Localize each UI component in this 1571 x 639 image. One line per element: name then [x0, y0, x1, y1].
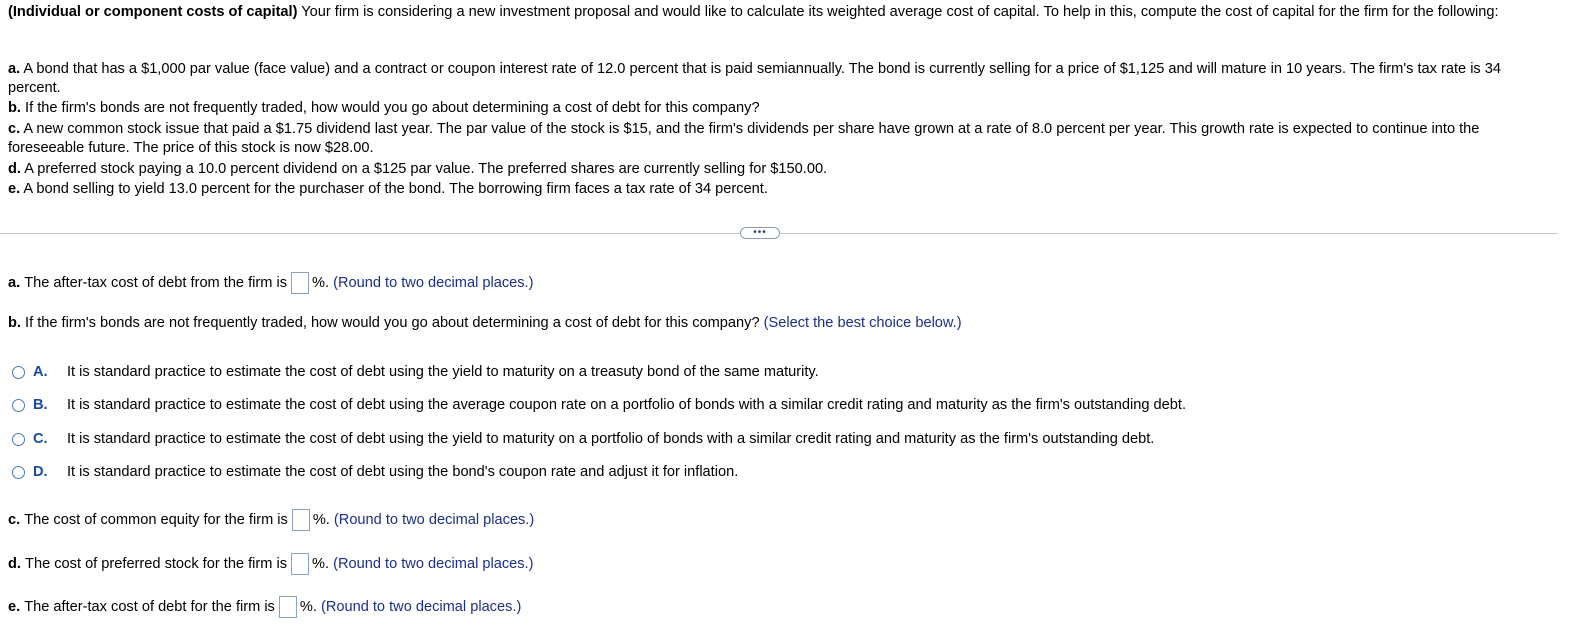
answer-letter: b. [8, 315, 21, 331]
option-text: It is standard practice to estimate the cost of debt using the average coupon rate on a portfolio of bonds with a similar credit rating and maturity as the firm's outstanding debt. [67, 397, 1187, 413]
percent-suffix: %. [312, 275, 330, 291]
option-d[interactable] [12, 462, 738, 482]
answer-prompt: The cost of common equity for the firm is [24, 512, 288, 528]
option-text: It is standard practice to estimate the cost of debt using the yield to maturity on a treasuty bond of the same maturity. [67, 364, 819, 380]
problem-intro-text: Your firm is considering a new investment proposal and would like to calculate its weighted average cost of capital. To help in this, compute the cost of capital for the firm for the following: [301, 4, 1499, 20]
answer-a-row [8, 270, 533, 296]
percent-suffix: %. [312, 512, 330, 528]
item-letter: c. [8, 121, 21, 137]
answer-c-row [8, 507, 534, 533]
answer-letter: d. [8, 556, 21, 572]
answer-e-input[interactable] [279, 596, 297, 618]
round-hint: (Round to two decimal places.) [320, 599, 522, 615]
radio-button-icon[interactable] [12, 466, 25, 479]
answer-c-input[interactable] [292, 509, 310, 531]
option-a[interactable] [12, 362, 819, 382]
round-hint: (Round to two decimal places.) [333, 556, 534, 572]
problem-item-c [8, 120, 1556, 158]
percent-suffix: %. [299, 599, 317, 615]
item-letter: d. [8, 161, 21, 177]
option-text: It is standard practice to estimate the cost of debt using the yield to maturity on a portfolio of bonds with a similar credit rating and maturity as the firm's outstanding debt. [67, 431, 1155, 447]
answer-a-input[interactable] [291, 272, 309, 294]
option-c[interactable] [12, 429, 1154, 449]
radio-button-icon[interactable] [12, 433, 25, 446]
round-hint: (Round to two decimal places.) [333, 275, 534, 291]
item-text: A new common stock issue that paid a $1.75 dividend last year. The par value of the stock is $15, and the firm's dividends per share have grown at a rate of 8.0 percent per year. This growth rate is expected to continue into the foreseeable future. The price of this stock is now $28.00. [8, 121, 1480, 156]
answer-b-row [8, 310, 962, 336]
answer-prompt: If the firm's bonds are not frequently traded, how would you go about determining a cost of debt for this company? [25, 315, 760, 331]
item-text: If the firm's bonds are not frequently traded, how would you go about determining a cost of debt for this company? [25, 100, 760, 116]
problem-item-a [8, 60, 1556, 98]
answer-letter: c. [8, 512, 21, 528]
item-letter: b. [8, 100, 21, 116]
problem-item-b [8, 99, 1556, 118]
item-text: A bond that has a $1,000 par value (face value) and a contract or coupon interest rate of 12.0 percent that is paid semiannually. The bond is currently selling for a price of $1,125 and will mature in 10 years. The firm's tax rate is 34 percent. [8, 61, 1502, 96]
problem-intro [8, 3, 1556, 22]
option-letter: C. [33, 431, 48, 447]
answer-prompt: The after-tax cost of debt from the firm is [24, 275, 288, 291]
answer-prompt: The after-tax cost of debt for the firm is [24, 599, 275, 615]
answer-d-input[interactable] [291, 553, 309, 575]
answer-e-row [8, 594, 521, 620]
ellipsis-icon: ••• [753, 227, 767, 238]
option-letter: A. [33, 364, 48, 380]
item-text: A preferred stock paying a 10.0 percent dividend on a $125 par value. The preferred shares are currently selling for $150.00. [24, 161, 828, 177]
percent-suffix: %. [312, 556, 330, 572]
radio-button-icon[interactable] [12, 399, 25, 412]
item-text: A bond selling to yield 13.0 percent for the purchaser of the bond. The borrowing firm faces a tax rate of 34 percent. [23, 181, 768, 197]
item-letter: e. [8, 181, 21, 197]
option-text: It is standard practice to estimate the cost of debt using the bond's coupon rate and adjust it for inflation. [67, 464, 739, 480]
select-hint: (Select the best choice below.) [763, 315, 962, 331]
answer-d-row [8, 551, 533, 577]
option-letter: B. [33, 397, 48, 413]
answer-letter: a. [8, 275, 21, 291]
round-hint: (Round to two decimal places.) [333, 512, 535, 528]
problem-item-e [8, 180, 1556, 199]
expand-more-button[interactable] [740, 227, 780, 239]
option-letter: D. [33, 464, 48, 480]
problem-title: (Individual or component costs of capital) [8, 4, 298, 20]
answer-letter: e. [8, 599, 21, 615]
problem-item-d [8, 160, 1556, 179]
answer-prompt: The cost of preferred stock for the firm is [25, 556, 288, 572]
option-b[interactable] [12, 395, 1186, 415]
radio-button-icon[interactable] [12, 366, 25, 379]
item-letter: a. [8, 61, 21, 77]
